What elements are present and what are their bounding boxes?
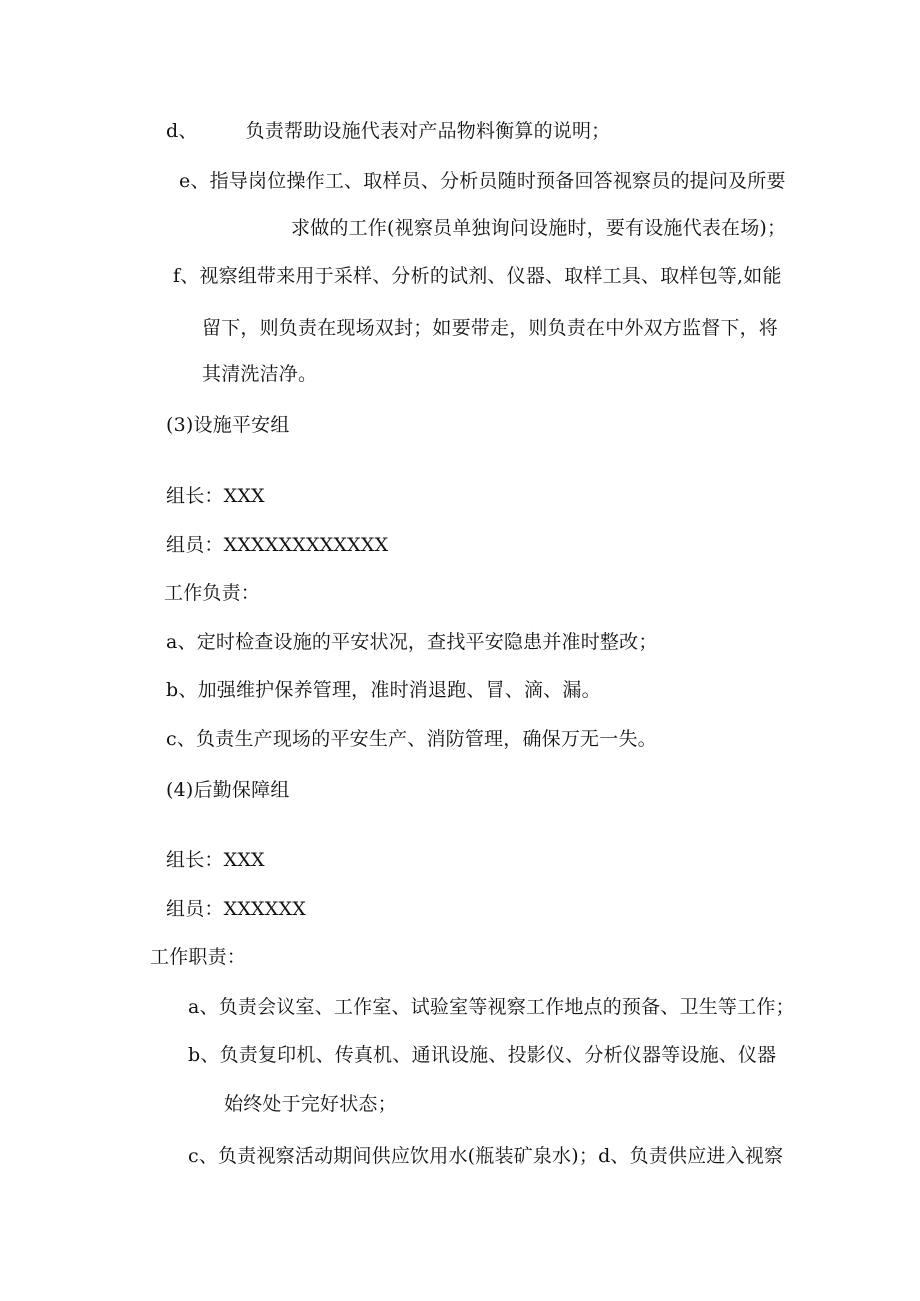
list-item-b: b、加强维护保养管理，准时消退跑、冒、滴、漏。 (166, 679, 601, 701)
list-item-a: a、负责会议室、工作室、试验室等视察工作地点的预备、卫生等工作； (188, 996, 795, 1018)
list-item-a: a、定时检查设施的平安状况，查找平安隐患并准时整改； (166, 631, 658, 653)
list-item-f: f、视察组带来用于采样、分析的试剂、仪器、取样工具、取样包等,如能 (173, 265, 782, 287)
section-heading: (3)设施平安组 (166, 414, 290, 436)
group-leader: 组长：XXX (166, 849, 265, 871)
list-item-e-continued: 求做的工作(视察员单独询问设施时，要有设施代表在场)； (291, 217, 787, 239)
group-members: 组员：XXXXXX (166, 898, 306, 920)
list-item-f-continued: 留下，则负责在现场双封；如要带走，则负责在中外双方监督下，将 (202, 317, 779, 339)
duties-heading: 工作职责： (150, 946, 247, 968)
section-heading: (4)后勤保障组 (166, 779, 290, 801)
list-item-d (166, 119, 610, 143)
group-leader: 组长：XXX (166, 485, 265, 507)
list-item-f-continued: 其清洗洁净。 (202, 363, 318, 385)
list-item-b: b、负责复印机、传真机、通讯设施、投影仪、分析仪器等设施、仪器 (188, 1044, 777, 1066)
list-item-text: 负责帮助设施代表对产品物料衡算的说明； (245, 120, 611, 142)
list-item-b-continued: 始终处于完好状态； (224, 1093, 397, 1115)
list-item-e: e、指导岗位操作工、取样员、分析员随时预备回答视察员的提问及所要 (179, 170, 786, 192)
list-marker: d、 (166, 120, 198, 142)
list-item-c: c、负责视察活动期间供应饮用水(瓶装矿泉水)；d、负责供应进入视察 (188, 1145, 784, 1167)
group-members: 组员：XXXXXXXXXXXX (166, 534, 389, 556)
duties-heading: 工作负责： (164, 582, 261, 604)
list-item-c: c、负责生产现场的平安生产、消防管理，确保万无一失。 (166, 728, 657, 750)
